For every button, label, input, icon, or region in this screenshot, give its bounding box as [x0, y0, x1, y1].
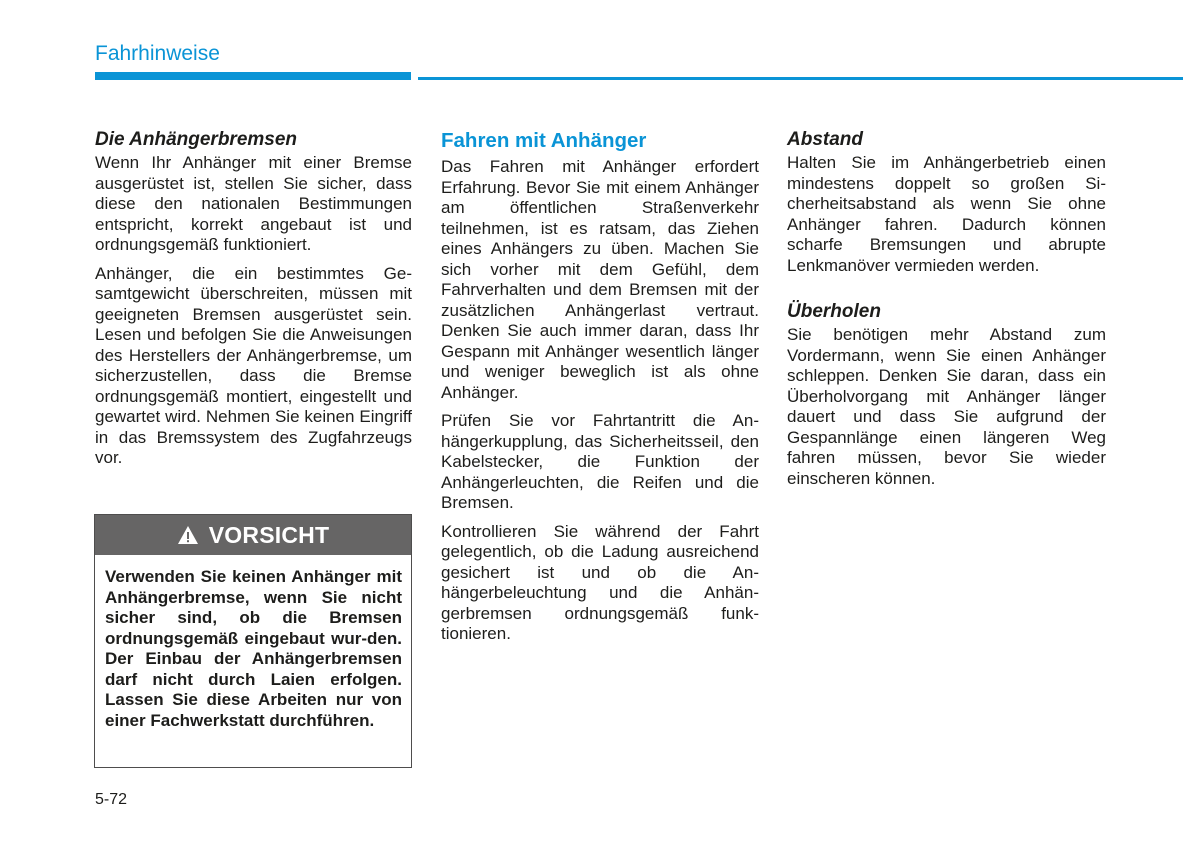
overtaking-paragraph: Sie benötigen mehr Abstand zum Vordermann, wenn Sie einen Anhänger schleppen. Denken Sie daran, dass ein Überholvorgang mit Anhänger länger dauert und dass Sie aufgrund der Gespannlänge einen längeren Weg fahren müssen, bevor Sie wieder einscheren können.	[787, 325, 1106, 488]
middle-column	[441, 128, 759, 645]
caution-header	[95, 515, 411, 555]
overtaking-heading: Überholen	[787, 301, 881, 322]
driving-paragraph-1: Das Fahren mit Anhänger erfordert Erfahrung. Bevor Sie mit einem Anhänger am öffentlichen Straßenverkehr teilnehmen, ist es ratsam, das Ziehen eines Anhängers zu üben. Machen Sie sich vorher mit dem Gefühl, dem Fahrverhalten und dem Bremsen mit der zusätzlichen Anhängerlast vertraut. Denken Sie auch immer daran, dass Ihr Gespann mit Anhänger wesentlich länger und weniger beweglich ist als ohne Anhänger.	[441, 157, 759, 402]
driving-paragraph-3: Kontrollieren Sie während der Fahrt gelegentlich, ob die Ladung ausreichend gesichert ist und ob die Anhängerbeleuchtung und die Anhängerbremsen ordnungsgemäß funktionieren.	[441, 521, 759, 643]
header-rule-thick	[95, 72, 411, 80]
distance-paragraph: Halten Sie im Anhängerbetrieb einen mindestens doppelt so großen Sicherheitsabstand als wenn Sie ohne Anhänger fahren. Dadurch können scharfe Bremsungen und abrupte Lenkmanöver vermieden werden.	[787, 153, 1106, 275]
trailer-brakes-heading: Die Anhängerbremsen	[95, 129, 298, 150]
caution-box	[94, 514, 412, 768]
left-column	[95, 128, 412, 469]
trailer-brakes-paragraph-2: Anhänger, die ein bestimmtes Gesamtgewicht überschreiten, müssen mit geeigneten Bremsen ausgerüstet sein. Lesen und befolgen Sie die Anweisungen des Herstellers der Anhängerbremse, um sicherzustellen, dass die Bremse ordnungsgemäß montiert, eingestellt und gewartet wird. Nehmen Sie keinen Eingriff in das Bremssystem des Zugfahrzeugs vor.	[95, 263, 412, 467]
section-title: Fahrhinweise	[95, 42, 220, 65]
distance-heading: Abstand	[787, 129, 863, 150]
driving-with-trailer-heading: Fahren mit Anhänger	[441, 129, 647, 152]
right-column	[787, 128, 1106, 489]
header-rule-thin	[418, 77, 1183, 80]
trailer-brakes-paragraph-1: Wenn Ihr Anhänger mit einer Bremse ausgerüstet ist, stellen Sie sicher, dass diese den nationalen Bestimmungen entspricht, korrekt angebaut ist und ordnungsgemäß funktioniert.	[95, 153, 412, 254]
driving-paragraph-2: Prüfen Sie vor Fahrtantritt die Anhängerkupplung, das Sicherheitsseil, den Kabelstecker, die Funktion der Anhängerleuchten, die Reifen und die Bremsen.	[441, 411, 759, 512]
page-number: 5-72	[95, 791, 128, 808]
caution-text: Verwenden Sie keinen Anhänger mit Anhängerbremse, wenn Sie nicht sicher sind, ob die Bremsen ordnungsgemäß eingebaut wur-den. Der Einbau der Anhängerbremsen darf nicht durch Laien erfolgen. Lassen Sie diese Arbeiten nur von einer Fachwerkstatt durchführen.	[105, 567, 402, 730]
caution-title: VORSICHT	[208, 521, 330, 548]
warning-triangle-icon	[177, 525, 199, 545]
